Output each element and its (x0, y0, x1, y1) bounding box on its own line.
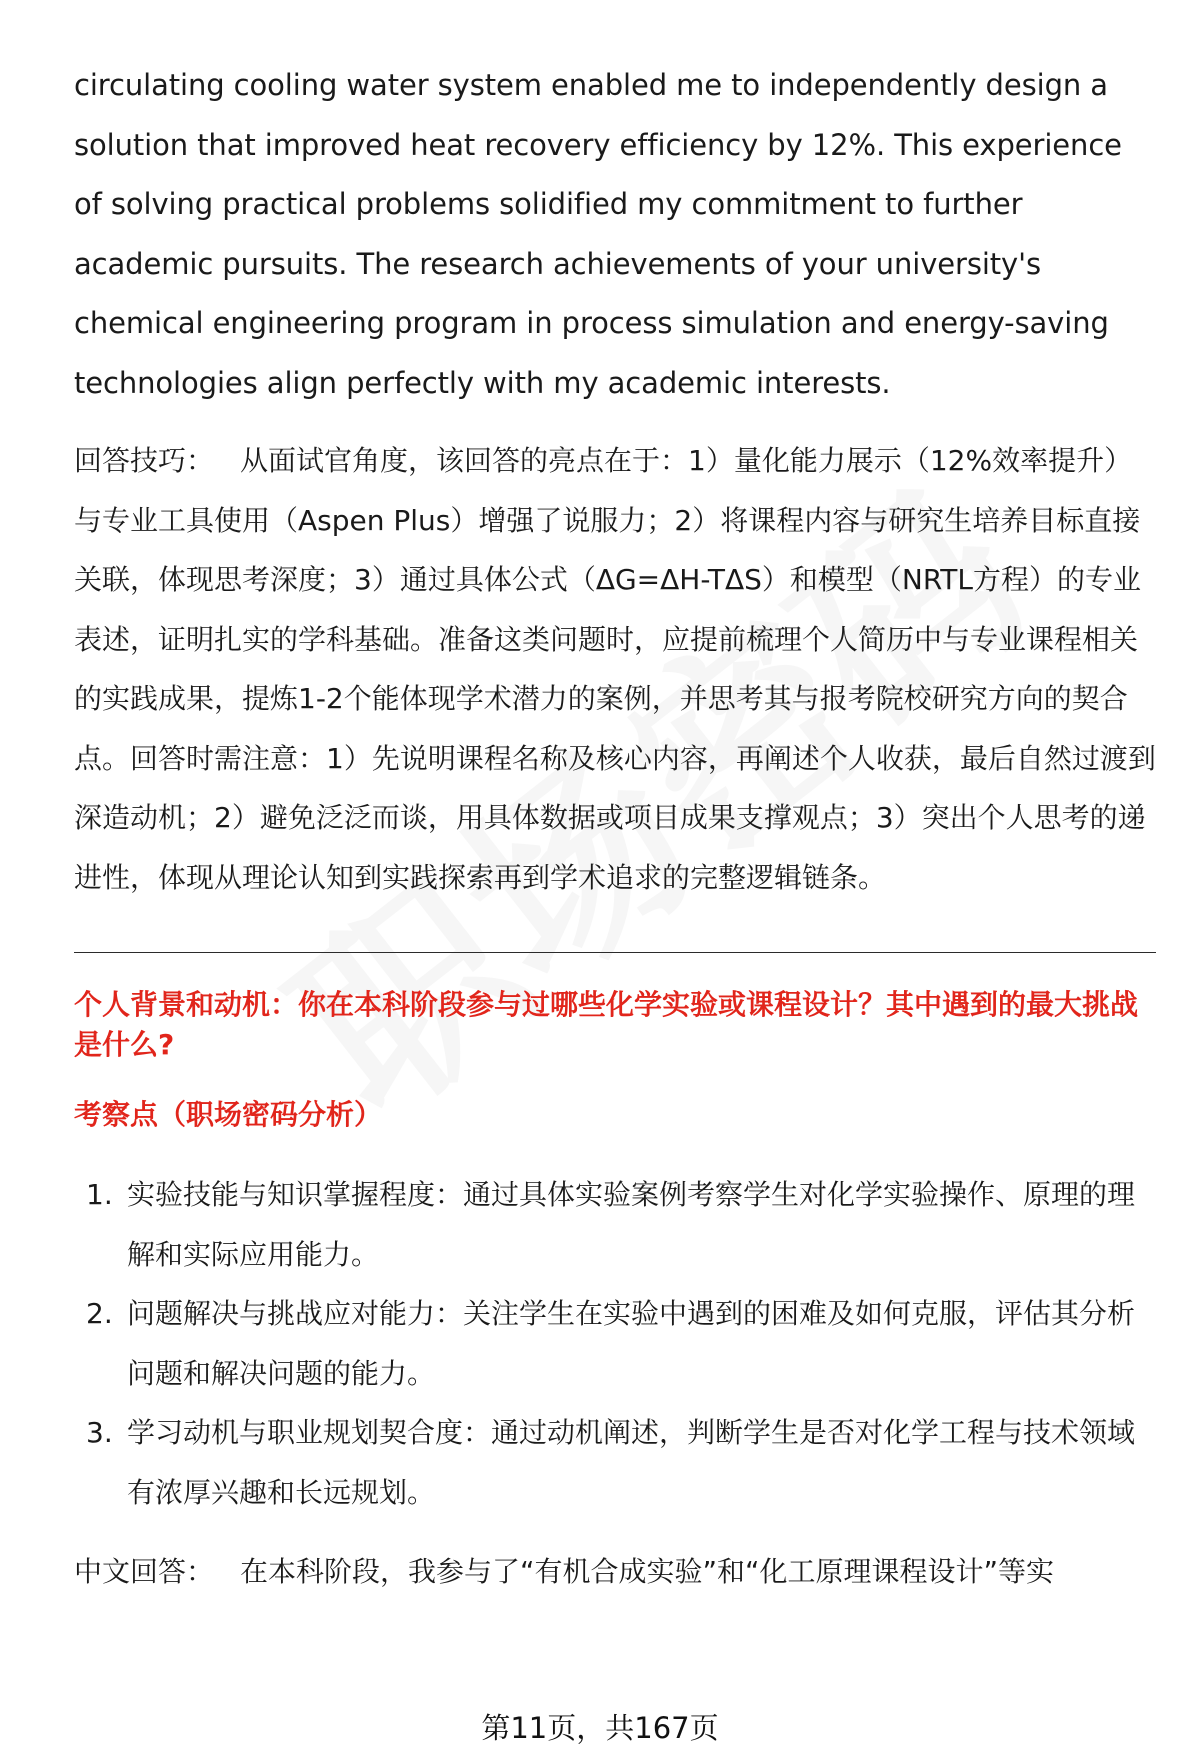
tips-label: 回答技巧： (74, 444, 215, 477)
list-item (74, 1403, 1156, 1522)
tips-paragraph (74, 431, 1156, 907)
list-item (74, 1284, 1156, 1403)
answer-label: 中文回答： (74, 1555, 215, 1588)
assessment-list (74, 1165, 1156, 1522)
answer-text: 在本科阶段，我参与了“有机合成实验”和“化工原理课程设计”等实 (240, 1555, 1055, 1588)
section-divider (74, 952, 1156, 953)
page-number: 第11页，共167页 (481, 1711, 719, 1745)
list-item (74, 1165, 1156, 1284)
list-item-number: 2. (86, 1297, 113, 1330)
list-item-text: 问题解决与挑战应对能力：关注学生在实验中遇到的困难及如何克服，评估其分析问题和解决问题的能力。 (127, 1297, 1136, 1390)
list-item-text: 实验技能与知识掌握程度：通过具体实验案例考察学生对化学实验操作、原理的理解和实际应用能力。 (127, 1178, 1136, 1271)
assessment-heading: 考察点（职场密码分析） (74, 1098, 383, 1131)
list-item-number: 3. (86, 1416, 113, 1449)
document-page (74, 56, 1156, 1592)
intro-paragraph: circulating cooling water system enabled me to independently design a solution that improved heat recovery efficiency by 12%. This experience of solving practical problems solidified my commitment to further academic pursuits. The research achievements of your university's chemical engineering program in process simulation and energy-saving technologies align perfectly with my academic interests. (74, 68, 1122, 400)
answer-paragraph (74, 1552, 1156, 1592)
question-heading: 个人背景和动机：你在本科阶段参与过哪些化学实验或课程设计？其中遇到的最大挑战是什么? (74, 988, 1139, 1061)
list-item-number: 1. (86, 1178, 113, 1211)
list-item-text: 学习动机与职业规划契合度：通过动机阐述，判断学生是否对化学工程与技术领域有浓厚兴趣和长远规划。 (127, 1416, 1136, 1509)
tips-text: 从面试官角度，该回答的亮点在于：1）量化能力展示（12%效率提升）与专业工具使用（Aspen Plus）增强了说服力；2）将课程内容与研究生培养目标直接关联，体现思考深度；3）通过具体公式（ΔG=ΔH-TΔS）和模型（NRTL方程）的专业表述，证明扎实的学科基础。准备这类问题时，应提前梳理个人简历中与专业课程相关的实践成果，提炼1-2个能体现学术潜力的案例，并思考其与报考院校研究方向的契合点。回答时需注意：1）先说明课程名称及核心内容，再阐述个人收获，最后自然过渡到深造动机；2）避免泛泛而谈，用具体数据或项目成果支撑观点；3）突出个人思考的递进性，体现从理论认知到实践探索再到学术追求的完整逻辑链条。 (74, 444, 1156, 894)
